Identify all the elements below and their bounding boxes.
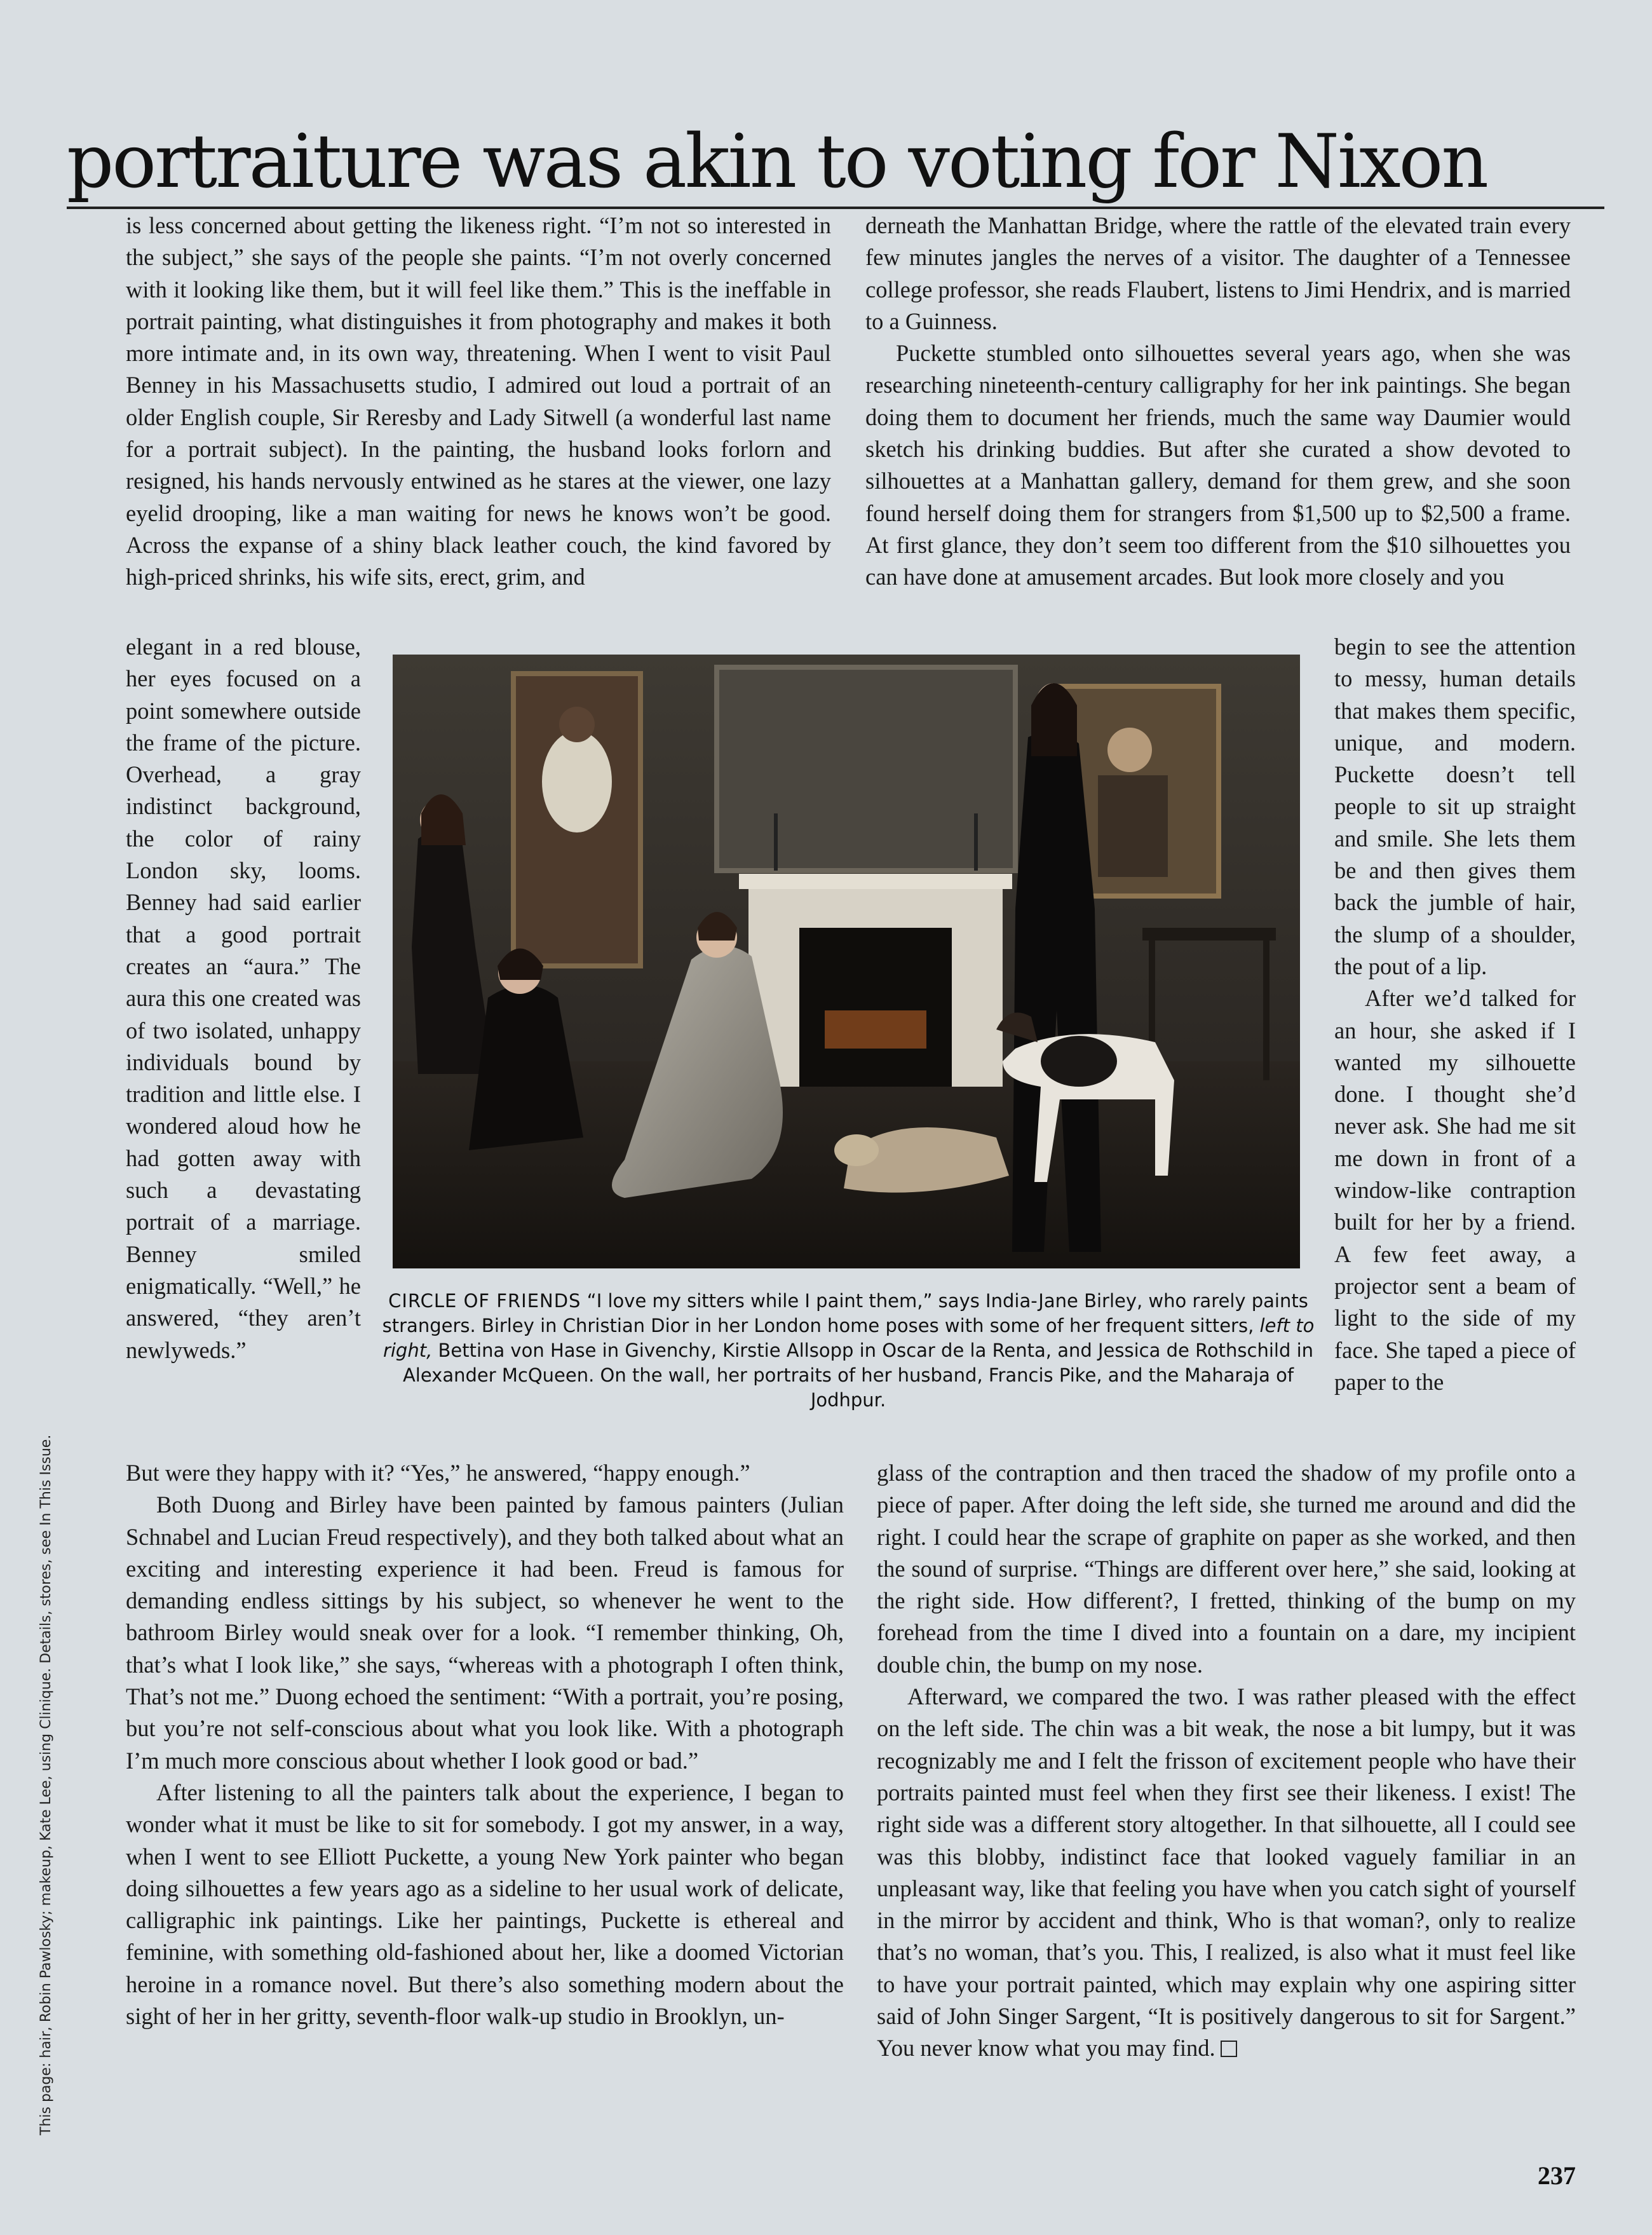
right-column-top	[865, 210, 1571, 594]
end-mark-icon	[1221, 2041, 1237, 2057]
caption-lead: CIRCLE OF FRIENDS	[388, 1290, 581, 1312]
group-portrait-photo	[393, 655, 1300, 1268]
caption-italic: left to right,	[383, 1315, 1315, 1361]
paragraph: Puckette stumbled onto silhouettes several years ago, when she was researching nineteenth-century calligraphy for her ink paintings. She began doing them to document her friends, much the same way Daumier would sketch his drinking buddies. But after she curated a show devoted to silhouettes at a Manhattan gallery, demand for them grew, and she soon found herself doing them for strangers from $1,500 up to $2,500 a frame. At first glance, they don’t seem too different from the $10 silhouettes you can have done at amusement arcades. But look more closely and you	[865, 340, 1571, 590]
right-column-bottom	[877, 1457, 1576, 2065]
paragraph-text: Afterward, we compared the two. I was rather pleased with the effect on the left side. The chin was a bit weak, the nose a bit lumpy, but it was recognizably me and I felt the frisson of excitement people who have their portraits painted must feel when they first see their likeness. I exist! The right side was a different story altogether. In that silhouette, all I could see was this blobby, indistinct face that looked vaguely familiar in an unpleasant way, like that feeling you have when you catch sight of yourself in the mirror by accident and think, Who is that woman?, only to realize that’s no woman, that’s you. This, I realized, is also what it must feel like to have your portrait painted, which may explain why one aspiring sitter said of John Singer Sargent, “It is positively dangerous to sit for Sargent.” You never know what you may find.	[877, 1683, 1576, 2062]
paragraph: derneath the Manhattan Bridge, where the rattle of the elevated train every few minutes jangles the nerves of a visitor. The daughter of a Tennessee college professor, she reads Flaubert, listens to Jimi Hendrix, and is married to a Guinness.	[865, 212, 1571, 334]
left-column-narrow	[126, 631, 361, 1366]
photo-illustration	[393, 655, 1300, 1268]
paragraph: After listening to all the painters talk about the experience, I began to wonder what it must be like to sit for somebody. I got my answer, in a way, when I went to see Elliott Puckette, a young New York painter who began doing silhouettes a few years ago as a sideline to her usual work of delicate, calligraphic ink paintings. Like her paintings, Puckette is ethereal and feminine, with something old-fashioned about her, like a doomed Victorian heroine in a romance novel. But there’s also something modern about the sight of her in her gritty, seventh-floor walk-up studio in Brooklyn, un-	[126, 1779, 844, 2030]
photo-credit: This page: hair, Robin Pawlosky; makeup, Kate Lee, using Clinique. Details, stores, see In This Issue.	[38, 1434, 54, 2135]
paragraph: Both Duong and Birley have been painted by famous painters (Julian Schnabel and Lucian Freud respectively), and they both talked about what an exciting and interesting experience it had been. Freud is famous for demanding endless sittings by his subject, so whenever he went to the bathroom Birley would sneak over for a look. “I remember thinking, Oh, that’s what I look like,” she says, “whereas with a photograph I often think, That’s not me.” Duong echoed the sentiment: “With a portrait, you’re posing, but you’re not self-conscious about what you look like. With a photograph I’m much more conscious about whether I look good or bad.”	[126, 1491, 844, 1774]
photo-caption	[381, 1289, 1315, 1413]
left-column-bottom	[126, 1457, 844, 2032]
headline: portraiture was akin to voting for Nixon	[67, 118, 1604, 209]
paragraph: glass of the contraption and then traced the shadow of my profile onto a piece of paper. After doing the left side, she turned me around and did the right. I could hear the scrape of graphite on paper as she worked, and then the sound of surprise. “Things are different over here,” she said, looking at the right side. How different?, I fretted, thinking of the bump on my forehead from the time I dived into a fountain on a dare, my incipient double chin, the bump on my nose.	[877, 1460, 1576, 1678]
paragraph: But were they happy with it? “Yes,” he answered, “happy enough.”	[126, 1460, 750, 1486]
paragraph: elegant in a red blouse, her eyes focused on a point somewhere outside the frame of the picture. Overhead, a gray indistinct background, the color of rainy London sky, looms. Benney had said earlier that a good portrait creates an “aura.” The aura this one created was of two isolated, unhappy individuals bound by tradition and little else. I wondered aloud how he had gotten away with such a devastating portrait of a marriage. Benney smiled enigmatically. “Well,” he answered, “they aren’t newlyweds.”	[126, 634, 361, 1363]
caption-text: “I love my sitters while I paint them,” says India-Jane Birley, who rarely paints strangers. Birley in Christian Dior in her London home poses with some of her frequent sitters,	[382, 1290, 1308, 1336]
paragraph: is less concerned about getting the likeness right. “I’m not so interested in the subject,” she says of the people she paints. “I’m not overly concerned with it looking like them, but it will feel like them.” This is the ineffable in portrait painting, what distinguishes it from photography and makes it both more intimate and, in its own way, threatening. When I went to visit Paul Benney in his Massachusetts studio, I admired out loud a portrait of an older English couple, Sir Reresby and Lady Sitwell (a wonderful last name for a portrait subject). In the painting, the husband looks forlorn and resigned, his hands nervously entwined as he stares at the viewer, one lazy eyelid drooping, like a man waiting for news he knows won’t be good. Across the expanse of a shiny black leather couch, the kind favored by high-priced shrinks, his wife sits, erect, grim, and	[126, 212, 831, 590]
left-column-top	[126, 210, 831, 594]
page-number: 237	[1538, 2161, 1576, 2190]
paragraph: After we’d talked for an hour, she asked if I wanted my silhouette done. I thought she’d never ask. She had me sit me down in front of a window-like contraption built for her by a friend. A few feet away, a projector sent a beam of light to the side of my face. She taped a piece of paper to the	[1334, 985, 1576, 1395]
paragraph	[877, 1681, 1576, 2065]
caption-text: Bettina von Hase in Givenchy, Kirstie Allsopp in Oscar de la Renta, and Jessica de Rothschild in Alexander McQueen. On the wall, her portraits of her husband, Francis Pike, and the Maharaja of Jodhpur.	[402, 1340, 1314, 1411]
paragraph: begin to see the attention to messy, human details that makes them specific, unique, and modern. Puckette doesn’t tell people to sit up straight and smile. She lets them be and then gives them back the jumble of hair, the slump of a shoulder, the pout of a lip.	[1334, 634, 1576, 979]
right-column-narrow	[1334, 631, 1576, 1398]
